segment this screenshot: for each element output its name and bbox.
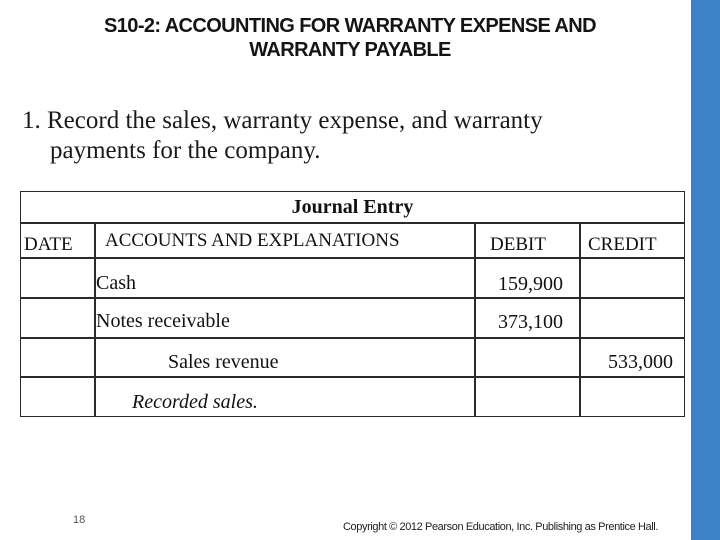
row-date-cell	[20, 338, 95, 377]
row-account-cell	[95, 258, 475, 298]
row-account: Sales revenue	[168, 351, 279, 373]
entry-explanation: Recorded sales.	[132, 391, 258, 413]
slide-title-line-2: WARRANTY PAYABLE	[249, 39, 451, 61]
row-debit: 159,900	[498, 273, 563, 295]
row-credit-cell	[580, 298, 685, 338]
row-debit: 373,100	[498, 311, 563, 333]
row-account: Notes receivable	[96, 310, 230, 332]
row-account: Cash	[96, 272, 136, 294]
row-debit-cell	[475, 377, 580, 417]
copyright-notice: Copyright © 2012 Pearson Education, Inc. Publishing as Prentice Hall.	[343, 521, 658, 533]
row-debit-cell	[475, 338, 580, 377]
row-date-cell	[20, 258, 95, 298]
intro-instruction	[22, 106, 662, 166]
row-date-cell	[20, 377, 95, 417]
journal-title: Journal Entry	[291, 196, 414, 218]
row-credit-cell	[580, 377, 685, 417]
row-date-cell	[20, 298, 95, 338]
intro-line-2: payments for the company.	[50, 137, 321, 164]
row-credit-cell	[580, 258, 685, 298]
page-number: 18	[73, 514, 86, 526]
header-date: DATE	[24, 234, 73, 255]
row-account-cell	[95, 338, 475, 377]
header-debit: DEBIT	[490, 234, 546, 255]
slide-title	[20, 14, 680, 62]
slide-title-line-1: S10-2: ACCOUNTING FOR WARRANTY EXPENSE AND	[104, 15, 596, 37]
row-credit: 533,000	[608, 351, 673, 373]
intro-line-1: 1. Record the sales, warranty expense, and warranty	[22, 107, 543, 134]
header-accounts: ACCOUNTS AND EXPLANATIONS	[105, 230, 400, 251]
journal-entry-table	[20, 191, 685, 417]
accent-sidebar-bar	[691, 0, 720, 540]
header-credit: CREDIT	[588, 234, 657, 255]
